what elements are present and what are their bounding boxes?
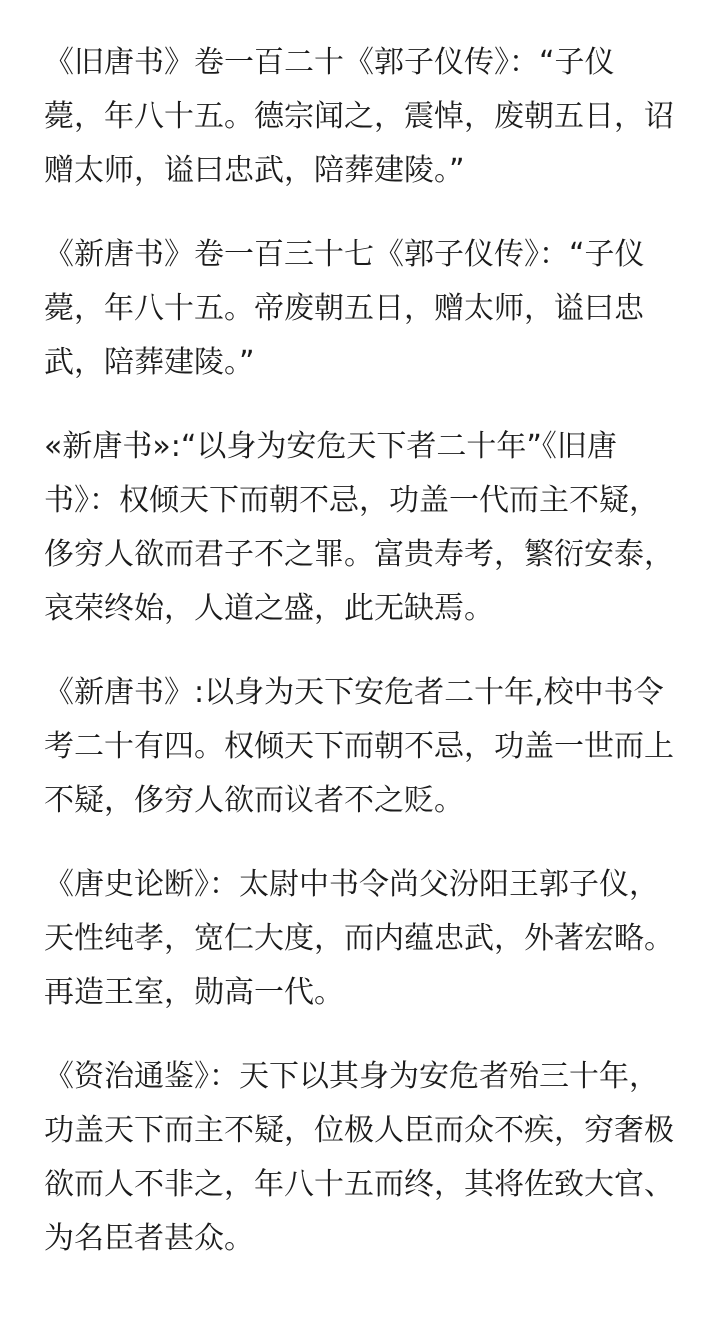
paragraph-zizhi-tongjian [44,1050,676,1266]
paragraph-new-tang-book-evaluation [44,666,676,828]
text-line: 欲而人不非之，年八十五而终，其将佐致大官、 [44,1167,674,1202]
text-line: 《唐史论断》：太尉中书令尚父汾阳王郭子仪， [44,867,659,902]
paragraph-new-tang-book-biography [44,228,676,390]
text-line: 《旧唐书》卷一百二十《郭子仪传》：“子仪 [44,45,615,80]
text-line: 天性纯孝，宽仁大度，而内蕴忠武，外著宏略。 [44,921,674,956]
text-line: 功盖天下而主不疑，位极人臣而众不疾，穷奢极 [44,1113,674,1148]
text-line: 不疑，侈穷人欲而议者不之贬。 [44,783,464,818]
text-line: 哀荣终始，人道之盛，此无缺焉。 [44,591,494,626]
paragraph-old-tang-book-biography [44,36,676,198]
text-line: 《新唐书》:以身为天下安危者二十年,校中书令 [44,675,664,710]
text-line: «新唐书»:“以身为安危天下者二十年”《旧唐 [44,429,617,464]
paragraph-tang-history-judgement [44,858,676,1020]
text-line: 考二十有四。权倾天下而朝不忌，功盖一世而上 [44,729,674,764]
text-line: 为名臣者甚众。 [44,1221,254,1256]
text-line: 薨，年八十五。德宗闻之，震悼，废朝五日，诏 [44,99,674,134]
text-line: 《新唐书》卷一百三十七《郭子仪传》：“子仪 [44,237,645,272]
text-line: 再造王室，勋高一代。 [44,975,344,1010]
text-line: 书》：权倾天下而朝不忌，功盖一代而主不疑， [44,483,659,518]
text-line: 赠太师，谥曰忠武，陪葬建陵。” [44,153,465,188]
text-line: 《资治通鉴》：天下以其身为安危者殆三十年， [44,1059,659,1094]
paragraph-tang-books-evaluation [44,420,676,636]
text-line: 薨，年八十五。帝废朝五日，赠太师，谥曰忠 [44,291,644,326]
text-line: 武，陪葬建陵。” [44,345,255,380]
text-line: 侈穷人欲而君子不之罪。富贵寿考，繁衍安泰， [44,537,674,572]
